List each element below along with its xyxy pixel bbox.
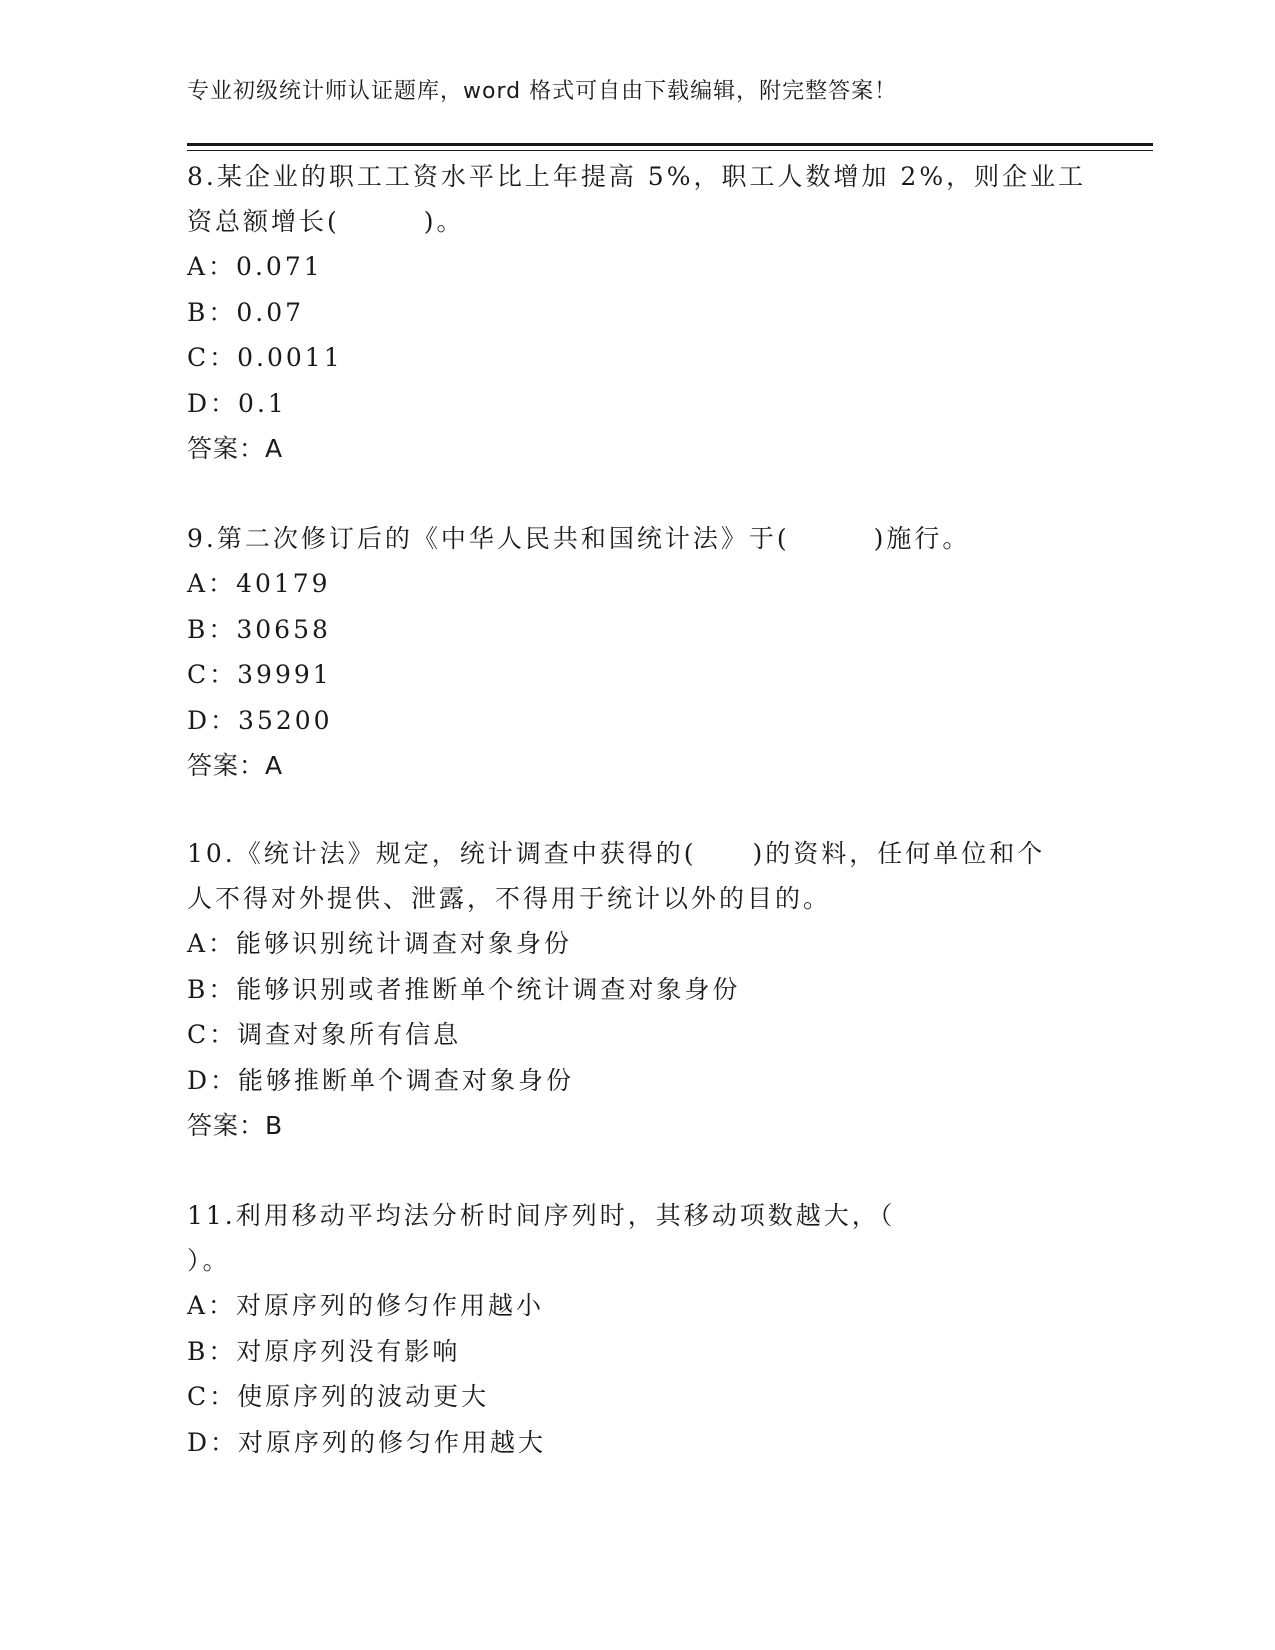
option-d: D：0.1 (187, 388, 287, 418)
header-text: 专业初级统计师认证题库，word 格式可自由下载编辑，附完整答案！ (187, 79, 898, 104)
option-b: B：对原序列没有影响 (187, 1336, 461, 1366)
question-stem-line: 资总额增长( )。 (187, 207, 465, 236)
question-11 (187, 1193, 1087, 1465)
option-d: D：能够推断单个调查对象身份 (187, 1065, 575, 1095)
option-a: A：0.071 (187, 252, 323, 281)
option-d: D：对原序列的修匀作用越大 (187, 1427, 547, 1457)
option-a: A：对原序列的修匀作用越小 (187, 1291, 545, 1320)
option-c: C：调查对象所有信息 (187, 1020, 462, 1049)
option-b: B：能够识别或者推断单个统计调查对象身份 (187, 974, 741, 1004)
option-c: C：39991 (187, 660, 332, 689)
option-c: C：使原序列的波动更大 (187, 1382, 490, 1411)
option-a: A：40179 (187, 569, 331, 598)
option-b: B：0.07 (187, 297, 305, 327)
question-stem-line: 8.某企业的职工工资水平比上年提高 5%，职工人数增加 2%，则企业工 (187, 162, 1087, 191)
question-stem-line: 人不得对外提供、泄露，不得用于统计以外的目的。 (187, 884, 832, 913)
answer: 答案：A (187, 434, 284, 463)
question-stem-line: 11.利用移动平均法分析时间序列时，其移动项数越大，（ (187, 1201, 896, 1230)
answer: 答案：A (187, 751, 284, 780)
option-d: D：35200 (187, 705, 333, 735)
header-rule (187, 143, 1153, 146)
header-rule-thin (187, 150, 1153, 151)
question-8 (187, 154, 1087, 471)
option-c: C：0.0011 (187, 343, 343, 372)
option-b: B：30658 (187, 614, 331, 644)
question-stem-line: ）。 (187, 1246, 231, 1275)
answer: 答案：B (187, 1111, 284, 1140)
question-stem-line: 9.第二次修订后的《中华人民共和国统计法》于( )施行。 (187, 524, 971, 553)
question-10 (187, 831, 1087, 1148)
option-a: A：能够识别统计调查对象身份 (187, 929, 573, 958)
question-stem-line: 10.《统计法》规定，统计调查中获得的( )的资料，任何单位和个 (187, 839, 1046, 868)
question-9 (187, 516, 1087, 788)
